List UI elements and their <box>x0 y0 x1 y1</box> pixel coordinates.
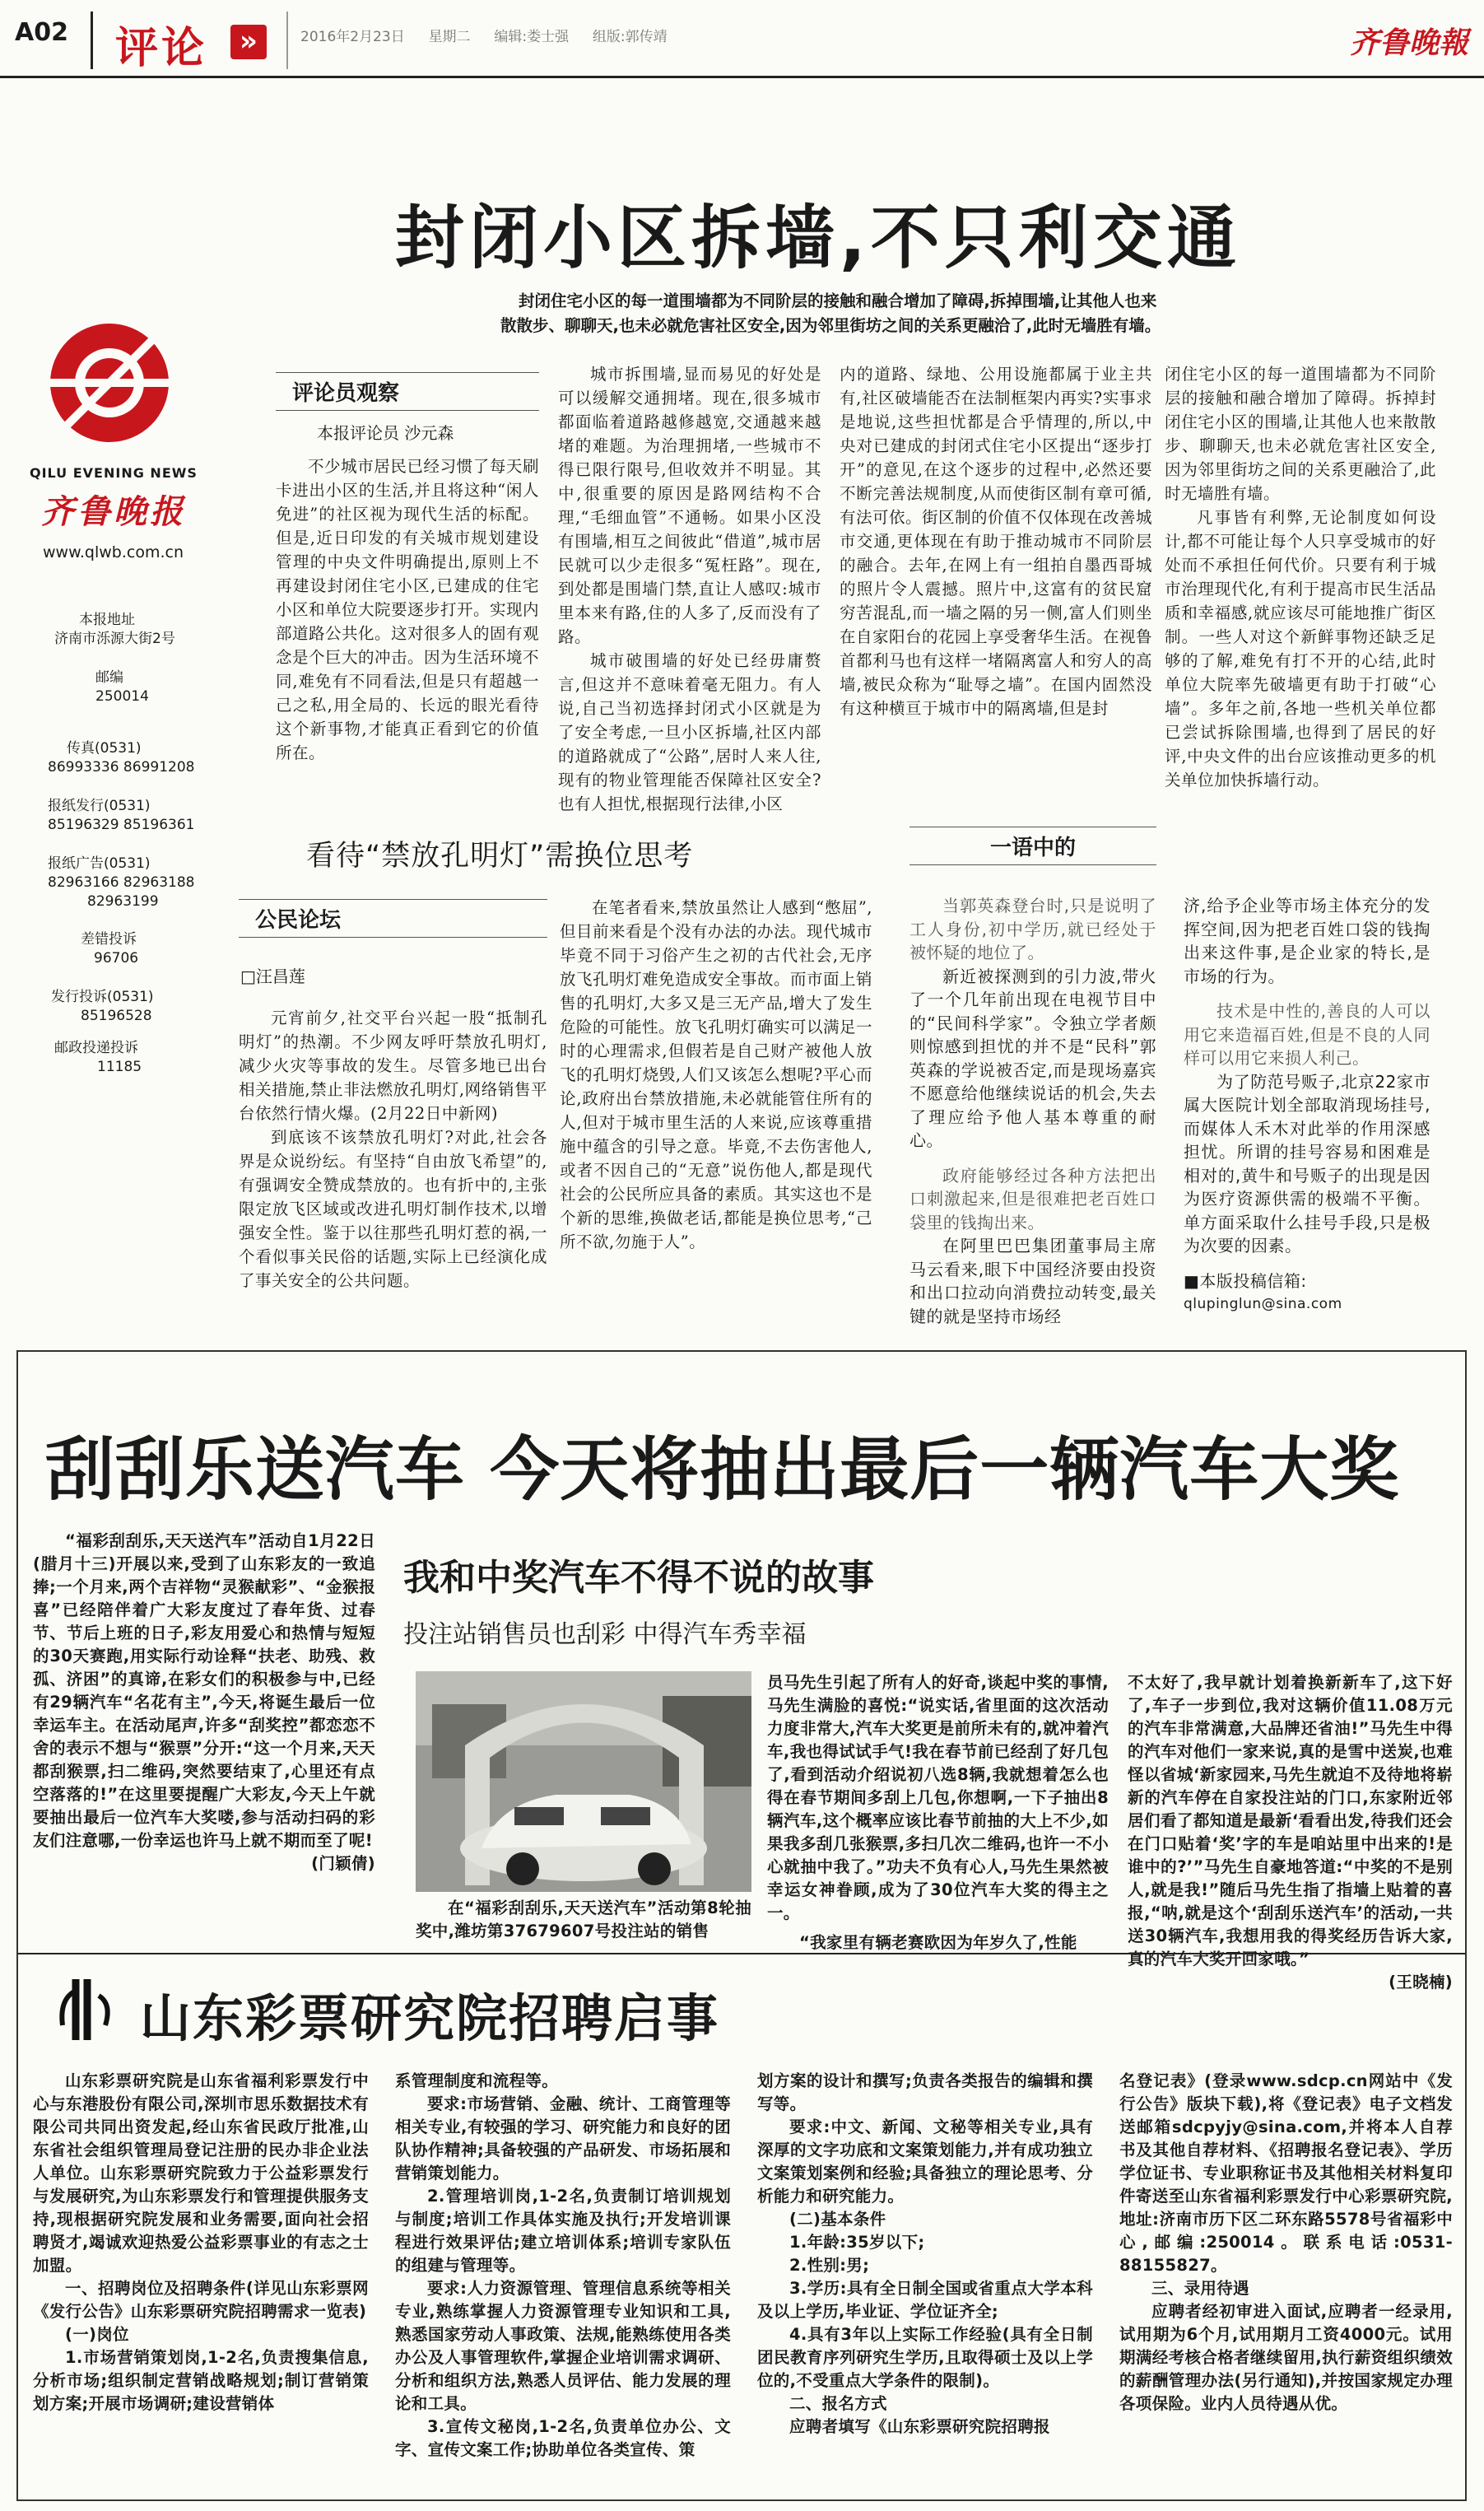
aside-quote: 技术是中性的,善良的人可以用它来造福百姓,但是不良的人同样可以用它来损人利己。 <box>1184 1001 1431 1068</box>
ad1-paragraph: 不太好了,我早就计划着换新新车了,这下好了,车子一步到位,我对这辆价值11.08万元的汽车非常满意,大品牌还省油!”马先生中得的汽车对他们一家来说,真的是雪中送炭,也难怪以省城‘新家园来,马先生就迫不及待地将崭新的汽车停在自家投注站的门口,东家附近邻居们看了都知道是最新‘看看出发,待我们还会在门口贴着‘奖’字的车是咱站里中出来的!是谁中的?’”马先生自豪地答道:“中奖的不是别人,就是我!”随后马先生指了指墙上贴着的喜报,“呐,就是这个‘刮刮乐送汽车’的活动,一共送30辆汽车,我想用我的得奖经历告诉大家,真的汽车大奖开回家哦。” <box>1128 1673 1453 1968</box>
ad2-list-item: 2.性别:男; <box>789 2256 870 2275</box>
main-column-4 <box>1165 362 1436 792</box>
second-column-label-box <box>239 899 547 938</box>
ad2-heading: 二、报名方式 <box>789 2394 887 2413</box>
ad1-photo-caption <box>416 1897 751 1943</box>
ad1-sub-headline: 我和中奖汽车不得不说的故事 <box>403 1557 874 1599</box>
ad2-paragraph: 山东彩票研究院是山东省福利彩票发行中心与东港股份有限公司,深圳市思乐数据技术有限公司共同出资发起,经山东省民政厅批准,山东省社会组织管理局登记注册的民办非企业法人单位。山东彩票研究院致力于公益彩票发行与发展研究,为山东彩票发行和管理提供服务支持,现根据研究院发展和业务需要,面向社会招聘贤才,竭诚欢迎热爱公益彩票事业的有志之士加盟。 <box>33 2071 369 2275</box>
issue-editor: 编辑:娄士强 <box>494 29 570 45</box>
aside-paragraph: 在阿里巴巴集团董事局主席马云看来,眼下中国经济要由投资和出口拉动向消费拉动转变,最关键的就是坚持市场经 <box>909 1236 1156 1326</box>
postcode-label: 邮编 <box>95 669 123 686</box>
aside-paragraph: 济,给予企业等市场主体充分的发挥空间,因为把老百姓口袋的钱掏出来这件事,是企业家的特长,是市场的行为。 <box>1184 896 1431 986</box>
ad1-middle-column <box>767 1671 1109 1954</box>
second-column-1 <box>239 1006 547 1293</box>
contact-issue <box>30 988 219 1026</box>
contact-address <box>30 611 219 649</box>
ad2-heading: (一)岗位 <box>65 2325 129 2344</box>
ad1-right-column <box>1128 1671 1453 1994</box>
second-paragraph: 元宵前夕,社交平台兴起一股“抵制孔明灯”的热潮。不少网友呼吁禁放孔明灯,减少火灾等事故的发生。尽管多地已出台相关措施,禁止非法燃放孔明灯,网络销售平台依然行情火爆。(2月22日中新网) <box>239 1009 547 1123</box>
ad1-paragraph: 员马先生引起了所有人的好奇,谈起中奖的事情,马先生满脸的喜悦:“说实话,省里面的这次活动力度非常大,汽车大奖更是前所未有的,就冲着汽车,我也得试试手气!我在春节前已经刮了好几包了,看到活动介绍说初八选8辆,我就想着怎么也得在春节期间多刮上几包,你想啊,一下子抽出8辆汽车,这个概率应该比春节前抽的大上不少,如果我多刮几张猴票,多扫几次二维码,也许一不小心就抽中我了。”功夫不负有心人,马先生果然被幸运女神眷顾,成为了30位汽车大奖的得主之一。 <box>767 1673 1109 1922</box>
main-paragraph: 不少城市居民已经习惯了每天刷卡进出小区的生活,并且将这种“闲人免进”的社区视为现代生活的标配。但是,近日印发的有关城市规划建设管理的中央文件明确提出,原则上不再建设封闭住宅小区,已建成的住宅小区和单位大院要逐步打开。实现内部道路公共化。这对很多人的固有观念是个巨大的冲击。因为生活环境不同,难免有不同看法,但是只有超越一己之私,用全局的、长远的眼光看待这个新事物,才能真正看到它的价值所在。 <box>276 457 540 762</box>
main-paragraph: 凡事皆有利弊,无论制度如何设计,都不可能让每个人只享受城市的好处而不承担任何代价。只要有利于城市治理现代化,有利于提高市民生活品质和幸福感,就应该尽可能地推广街区制。一些人对这个新鲜事物还缺乏足够的了解,难免有打不开的心结,此时单位大院率先破墙更有助于打破“心墙”。多年之前,各地一些机关单位都已尝试拆除围墙,也得到了居民的好评,中央文件的出台应该推动更多的机关单位加快拆墙行动。 <box>1165 508 1436 790</box>
ad2-paragraph: 2.管理培训岗,1-2名,负责制订培训规划与制度;培训工作具体实施及执行;开发培训课程进行效果评估;建立培训体系;培训专家队伍的组建与管理等。 <box>395 2187 731 2275</box>
complaint-label: 差错投诉 <box>81 931 137 948</box>
address-value: 济南市泺源大街2号 <box>54 631 175 647</box>
ad1-photo <box>416 1671 751 1892</box>
ad2-paragraph: 要求:中文、新闻、文秘等相关专业,具有深厚的文字功底和文案策划能力,并有成功独立文案策划案例和经验;具备独立的理论思考、分析能力和研究能力。 <box>757 2117 1093 2206</box>
main-paragraph: 闭住宅小区的每一道围墙都为不同阶层的接触和融合增加了障碍。拆掉封闭住宅小区的围墙,让其他人也来散散步、聊聊天,也未必就危害社区安全,因为邻里街坊之间的关系更融洽了,此时无墙胜有墙。 <box>1165 365 1436 503</box>
second-column-2 <box>560 896 872 1254</box>
issue-complaint-label: 发行投诉(0531) <box>51 989 154 1005</box>
issue-layout: 组版:郭传靖 <box>592 29 668 45</box>
page-number: A02 <box>15 18 68 47</box>
column-label: 评论员观察 <box>276 372 539 411</box>
ad2-list-item: 4.具有3年以上实际工作经验(具有全日制团民教育序列研究生学历,且取得硕士及以上学位的,不受重点大学条件的限制)。 <box>757 2325 1093 2390</box>
second-paragraph: 到底该不该禁放孔明灯?对此,社会各界是众说纷纭。有坚持“自由放飞希望”的,有强调安全赞成禁放的。也有折中的,主张限定放飞区域或改进孔明灯制作技术,以增强安全性。鉴于以往那些孔明灯惹的祸,一个看似事关民俗的话题,实际上已经演化成了事关安全的公共问题。 <box>239 1128 547 1290</box>
ad2-column-2 <box>395 2070 731 2462</box>
aside-quote: 当郭英森登台时,只是说明了工人身份,初中学历,就已经处于被怀疑的地位了。 <box>909 896 1156 962</box>
postcode-value: 250014 <box>95 688 149 705</box>
ad2-paragraph: 要求:市场营销、金融、统计、工商管理等相关专业,有较强的学习、研究能力和良好的团队协作精神;具备较强的产品研发、市场拓展和营销策划能力。 <box>395 2094 731 2183</box>
brand-logo: 齐鲁晚報 <box>1350 26 1469 60</box>
issue-date: 2016年2月23日 <box>300 29 405 45</box>
second-headline: 看待“禁放孔明灯”需换位思考 <box>306 840 694 873</box>
ad2-column-4 <box>1119 2070 1453 2415</box>
main-paragraph: 内的道路、绿地、公用设施都属于业主共有,社区破墙能否在法制框架内再实?实事求是地说,这些担忧都是合乎情理的,所以,中央对已建成的封闭式住宅小区提出“逐步打开”的意见,在这个逐步的过程中,必然还要不断完善法规制度,从而使街区制有章可循,有法可依。街区制的价值不仅体现在改善城市交通,更体现在有助于推动城市不同阶层的融合。去年,在网上有一组拍自墨西哥城的照片令人震撼。照片中,这富有的贫民窟穷苦混乱,而一墙之隔的另一侧,富人们则坐在自家阳台的花园上享受奢华生活。在视鲁首都利马也有这样一堵隔离富人和穷人的高墙,被民众称为“耻辱之墙”。在国内固然没有这种横亘于城市中的隔离墙,但是封 <box>840 365 1153 718</box>
distribution-label: 报纸发行(0531) <box>48 798 151 814</box>
ad2-heading: 一、招聘岗位及招聘条件(详见山东彩票网《发行公告》山东彩票研究院招聘需求一览表) <box>33 2279 369 2321</box>
ad1-paragraph: “福彩刮刮乐,天天送汽车”活动自1月22日(腊月十三)开展以来,受到了山东彩友的一致追捧;一个月来,两个吉祥物“灵猴献彩”、“金猴报喜”已经陪伴着广大彩友度过了春年货、过春节、节后上班的日子,彩友用爱心和热情与短短的30天赛跑,用实际行动诠释“扶老、助残、救孤、济困”的真谛,在彩女们的积极参与中,已经有29辆汽车“名花有主”,今天,将诞生最后一位幸运车主。在活动尾声,许多“刮奖控”都恋恋不舍的表示不想与“猴票”分开:“这一个月来,天天都刮猴票,扫二维码,突然要结束了,心里还有点空落落的!”在这里要提醒广大彩友,今天上午就要抽出最后一位汽车大奖喽,参与活动扫码的彩友们注意哪,一份幸运也许马上就不期而至了呢! <box>33 1531 375 1850</box>
section-chevron-icon: » <box>230 25 267 59</box>
main-column-3 <box>840 362 1152 720</box>
contact-postcode <box>30 669 219 706</box>
ads-label: 报纸广告(0531) <box>48 855 151 872</box>
ad-divider <box>18 1953 1465 1954</box>
post-complaint-label: 邮政投递投诉 <box>54 1040 138 1056</box>
masthead-logo-icon <box>48 321 171 445</box>
ad1-left-signature: (门颖倩) <box>311 1854 375 1873</box>
main-deck-line-2: 散散步、聊聊天,也未必就危害社区安全,因为邻里街坊之间的关系更融洽了,此时无墙胜有墙。 <box>500 316 1161 335</box>
meta-divider <box>286 12 288 69</box>
ad2-paragraph: 应聘者填写《山东彩票研究院招聘报 <box>789 2417 1050 2436</box>
contact-complaint <box>30 930 219 968</box>
ad2-paragraph: 3.宣传文秘岗,1-2名,负责单位办公、文字、宣传文案工作;协助单位各类宣传、策 <box>395 2417 731 2459</box>
ad1-sub-deck: 投注站销售员也刮彩 中得汽车秀幸福 <box>403 1620 807 1649</box>
ad1-headline: 刮刮乐送汽车 今天将抽出最后一辆汽车大奖 <box>45 1429 1400 1510</box>
aside-column-1 <box>909 894 1156 1328</box>
ads-value-2: 82963199 <box>87 893 159 910</box>
ad2-headline: 山东彩票研究院招聘启事 <box>140 1988 720 2048</box>
main-paragraph: 城市破围墙的好处已经毋庸赘言,但这并不意味着毫无阻力。有人说,自己当初选择封闭式小区就是为了安全考虑,一旦小区拆墙,社区内部的道路就成了“公路”,居时人来人往,现有的物业管理能否保障社区安全?也有人担忧,根据现行法律,小区 <box>558 651 821 813</box>
aside-label-box <box>909 827 1156 865</box>
contact-email[interactable]: qlupinglun@sina.com <box>1184 1296 1342 1312</box>
complaint-value: 96706 <box>94 950 139 967</box>
contact-post <box>30 1039 219 1077</box>
main-deck-line-1: 封闭住宅小区的每一道围墙都为不同阶层的接触和融合增加了障碍,拆掉围墙,让其他人也来 <box>519 291 1157 310</box>
aside-paragraph: 新近被探测到的引力波,带火了一个几年前出现在电视节目中的“民间科学家”。令独立学者颇则惊感到担忧的并不是“民科”郭英森的学说被否定,而是现场嘉宾不愿意给他继续说话的机会,失去了理应给予他人基本尊重的耐心。 <box>909 966 1156 1150</box>
main-headline: 封闭小区拆墙,不只利交通 <box>395 198 1241 278</box>
ad2-paragraph: 划方案的设计和撰写;负责各类报告的编辑和撰写等。 <box>757 2071 1093 2113</box>
ad2-paragraph: 系管理制度和流程等。 <box>395 2071 559 2090</box>
distribution-value: 85196329 85196361 <box>48 817 195 833</box>
ad2-heading: (二)基本条件 <box>789 2210 886 2229</box>
ad1-right-signature: (王晓楠) <box>1389 1973 1453 1992</box>
ad1-left-column <box>33 1530 375 1875</box>
aside-quote: 政府能够经过各种方法把出口刺激起来,但是很难把老百姓口袋里的钱掏出来。 <box>909 1165 1156 1232</box>
fax-value: 86993336 86991208 <box>48 759 195 776</box>
contact-ads <box>30 855 219 911</box>
aside-paragraph: 为了防范号贩子,北京22家市属大医院计划全部取消现场挂号,而媒体人禾木对此举的作用深感担忧。所谓的挂号容易和困难是相对的,黄牛和号贩子的出现是因为医疗资源供需的极端不平衡。单方面采取什么挂号手段,只是极为次要的因素。 <box>1184 1071 1431 1256</box>
header-rule <box>0 76 1484 78</box>
ad1-caption-text: 在“福彩刮刮乐,天天送汽车”活动第8轮抽奖中,潍坊第37679607号投注站的销售 <box>416 1898 751 1940</box>
lottery-logo-icon <box>51 1974 122 2045</box>
ad2-paragraph: 1.市场营销策划岗,1-2名,负责搜集信息,分析市场;组织制定营销战略规划;制订营销策划方案;开展市场调研;建设营销体 <box>33 2348 369 2413</box>
ad2-list-item: 1.年龄:35岁以下; <box>789 2233 925 2252</box>
aside-label: 一语中的 <box>909 827 1156 865</box>
contact-distribution <box>30 797 219 835</box>
contact-fax <box>30 739 219 777</box>
ad2-column-1 <box>33 2070 369 2415</box>
issue-meta <box>300 25 668 45</box>
post-complaint-value: 11185 <box>97 1059 142 1075</box>
aside-column-2 <box>1184 894 1431 1316</box>
ads-value-1: 82963166 82963188 <box>48 874 195 891</box>
byline: 本报评论员 沙元森 <box>317 423 454 443</box>
main-paragraph: 城市拆围墙,显而易见的好处是可以缓解交通拥堵。现在,很多城市都面临着道路越修越宽,交通越来越堵的难题。为治理拥堵,一些城市不得已限行限号,但收效并不明显。其中,很重要的原因是路网结构不合理,“毛细血管”不通畅。如果小区没有围墙,相互之间彼此“借道”,城市居民就可以少走很多“冤枉路”。现在,到处都是围墙门禁,直让人感叹:城市里本来有路,住的人多了,反而没有了路。 <box>558 365 821 646</box>
ad1-paragraph: “我家里有辆老赛欧因为年岁久了,性能 <box>799 1933 1077 1952</box>
website-link[interactable]: www.qlwb.com.cn <box>43 543 184 561</box>
main-column-1 <box>276 454 539 765</box>
ad2-heading: 三、录用待遇 <box>1151 2279 1249 2298</box>
fax-label: 传真(0531) <box>67 740 142 757</box>
second-author: □汪昌莲 <box>240 967 305 986</box>
column-label-box <box>276 372 539 411</box>
section-title: 评论 <box>115 24 208 73</box>
brand-name: 齐鲁晚报 <box>41 492 186 531</box>
second-column-label: 公民论坛 <box>239 899 547 938</box>
address-label: 本报地址 <box>79 612 135 628</box>
ad2-paragraph: 应聘者经初审进入面试,应聘者一经录用,试用期为6个月,试用期月工资4000元。试用期满经考核合格者继续留用,执行薪资组织绩效的薪酬管理办法(另行通知),并按国家规定办理各项保险。业内人员待遇从优。 <box>1119 2302 1453 2413</box>
contact-label: ■本版投稿信箱: <box>1184 1270 1307 1291</box>
issue-complaint-value: 85196528 <box>81 1008 152 1024</box>
ad2-paragraph: 名登记表》(登录www.sdcp.cn网站中《发行公告》版块下载),将《登记表》电子文档发送邮箱sdcpyjy@sina.com,并将本人自荐书及其他自荐材料、《招聘报名登记表》、学历学位证书、专业职称证书及其他相关材料复印件寄送至山东省福利彩票发行中心彩票研究院,地址:济南市历下区二环东路5578号省福彩中心,邮编:250014。联系电话:0531-88155827。 <box>1119 2071 1453 2275</box>
ad2-list-item: 3.学历:具有全日制全国或省重点大学本科及以上学历,毕业证、学位证齐全; <box>757 2279 1093 2321</box>
ad2-column-3 <box>757 2070 1093 2439</box>
section-divider <box>91 12 93 69</box>
ad2-paragraph: 要求:人力资源管理、管理信息系统等相关专业,熟练掌握人力资源管理专业知识和工具,熟悉国家劳动人事政策、法规,能熟练使用各类办公及人事管理软件,掌握企业培训需求调研、分析和组织方法,熟悉人员评估、能力发展的理论和工具。 <box>395 2279 731 2413</box>
main-column-2 <box>558 362 821 816</box>
second-paragraph: 在笔者看来,禁放虽然让人感到“憋屈”,但目前来看是个没有办法的办法。现代城市毕竟不同于习俗产生之初的古代社会,无序放飞孔明灯难免造成安全事故。而市面上销售的孔明灯,大多又是三无产品,增大了发生危险的可能性。放飞孔明灯确实可以满足一时的心理需求,但假若是自己财产被他人放飞的孔明灯烧毁,人们又该怎么想呢?平心而论,政府出台禁放措施,未必就能管住所有的人,但对于城市里生活的人来说,应该尊重措施中蕴含的引导之意。毕竟,不去伤害他人,或者不因自己的“无意”说伤他人,都是现代社会的公民所应具备的素质。其实这也不是个新的思维,换做老话,都能是换位思考,“己所不欲,勿施于人”。 <box>560 898 873 1251</box>
issue-weekday: 星期二 <box>428 29 471 45</box>
brand-pinyin: QILU EVENING NEWS <box>30 465 198 481</box>
